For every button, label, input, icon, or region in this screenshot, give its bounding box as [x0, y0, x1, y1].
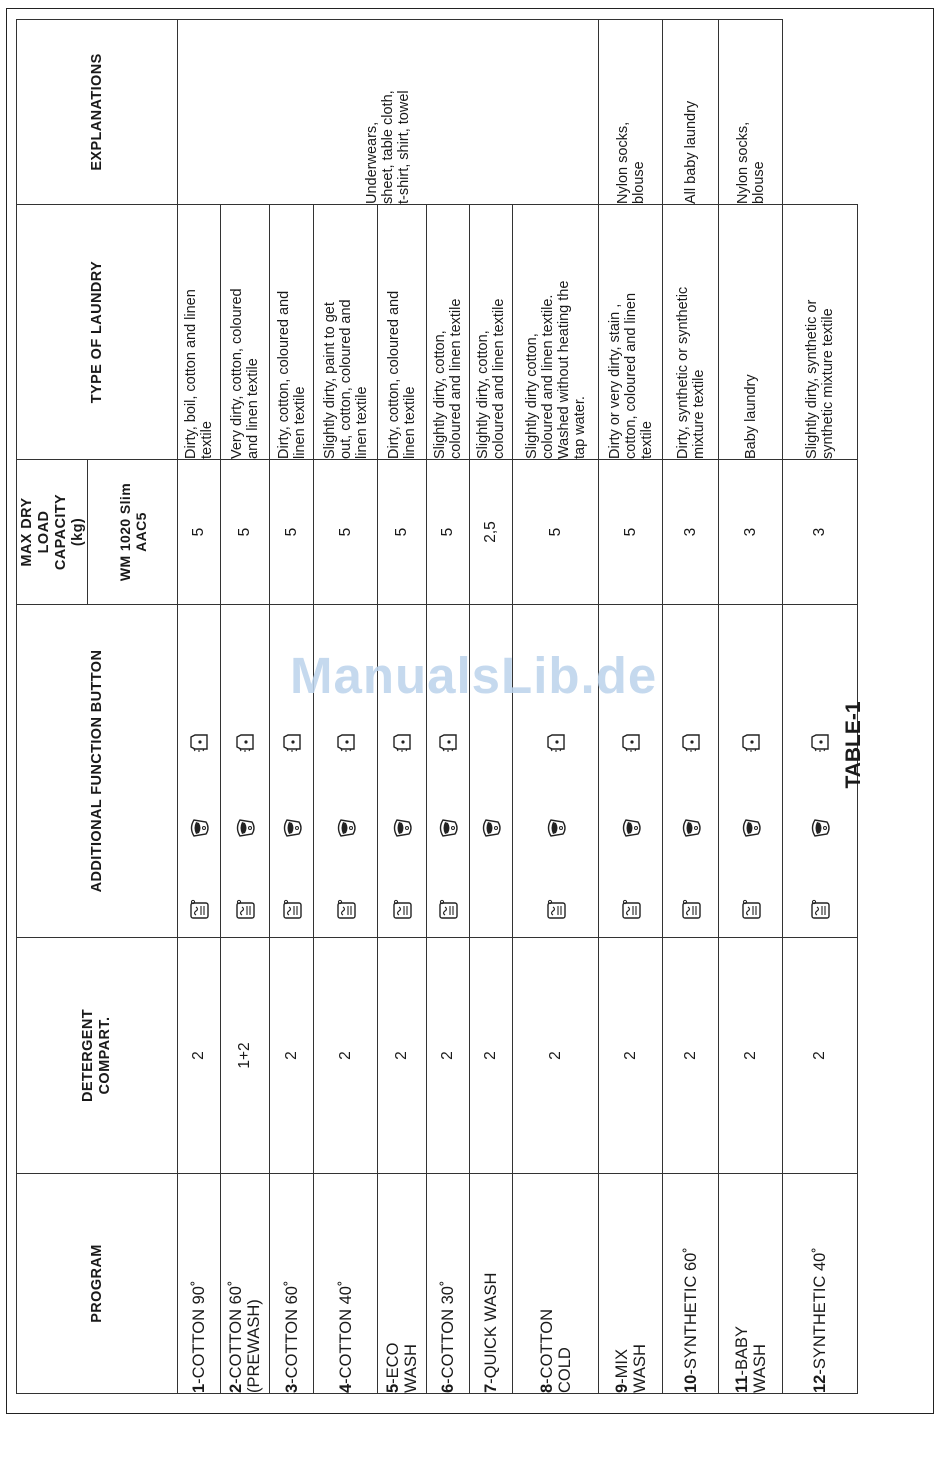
capacity-cell: 5 — [513, 460, 599, 605]
detergent-compartment-cell: 2 — [178, 938, 221, 1174]
detergent-compartment-cell: 2 — [378, 938, 427, 1174]
detergent-compartment-cell: 2 — [270, 938, 314, 1174]
program-number: 9 — [612, 1383, 631, 1393]
laundry-type-cell — [599, 205, 663, 460]
program-name-cell — [470, 1174, 513, 1394]
laundry-type-line: coloured and linen textile. — [539, 294, 556, 459]
table-row — [513, 20, 599, 1394]
program-number: 1 — [190, 1383, 208, 1393]
program-name-cell — [378, 1174, 427, 1394]
laundry-type-line: Very dirty, cotton, coloured — [229, 288, 245, 459]
prewash-icon — [280, 898, 304, 922]
program-name-line: WASH — [750, 1344, 769, 1393]
half-load-icon — [619, 730, 643, 754]
program-name-line: -COTTON 40˚ — [336, 1280, 355, 1384]
detergent-compartment-cell: 2 — [783, 938, 858, 1174]
table-row — [470, 20, 513, 1394]
table-body — [178, 20, 858, 1394]
laundry-type-line: Slightly dirty, paint to get — [321, 302, 338, 459]
program-name-cell — [783, 1174, 858, 1394]
laundry-type-line: Slightly dirty, synthetic or — [804, 299, 820, 459]
explanation-line: blouse — [750, 161, 767, 204]
header-capacity-model-line2: AAC5 — [132, 512, 149, 552]
program-name-cell — [663, 1174, 719, 1394]
laundry-type-line: synthetic mixture textile — [820, 308, 836, 459]
capacity-cell: 5 — [378, 460, 427, 605]
program-number: 6 — [439, 1383, 457, 1393]
program-name-line: (PREWASH) — [245, 1299, 263, 1393]
laundry-type-line: textile — [199, 421, 215, 459]
laundry-type-cell — [314, 205, 378, 460]
extra-rinse-icon — [619, 816, 643, 840]
prewash-icon — [619, 898, 643, 922]
explanation-line: t-shirt, shirt, towel — [396, 90, 412, 204]
extra-rinse-icon — [187, 816, 211, 840]
header-capacity-model-line1: WM 1020 Slim — [116, 482, 133, 582]
header-explanations: EXPLANATIONS — [17, 20, 178, 205]
capacity-cell: 5 — [221, 460, 270, 605]
program-name-line: -COTTON 90˚ — [190, 1280, 208, 1384]
laundry-type-line: Baby laundry — [742, 374, 759, 459]
laundry-type-line: coloured and linen textile — [491, 298, 507, 459]
capacity-cell: 5 — [270, 460, 314, 605]
laundry-type-line: cotton, coloured and linen — [622, 292, 639, 459]
extra-rinse-icon — [280, 816, 304, 840]
capacity-cell: 5 — [178, 460, 221, 605]
table-row — [719, 20, 783, 1394]
program-name-line: -SYNTHETIC 40˚ — [811, 1247, 829, 1375]
extra-rinse-icon — [334, 816, 358, 840]
explanation-line: Underwears, — [364, 121, 380, 204]
explanation-cell — [663, 20, 719, 205]
laundry-type-line: textile — [638, 421, 655, 459]
program-name-cell — [178, 1174, 221, 1394]
laundry-type-line: Dirty or very dirty, stain , — [606, 303, 623, 459]
table-row — [270, 20, 314, 1394]
explanation-cell — [599, 20, 663, 205]
prewash-icon — [679, 898, 703, 922]
laundry-type-line: coloured and linen textile — [448, 298, 464, 459]
laundry-type-line: tap water. — [571, 396, 588, 459]
header-capacity-line: MAX DRY — [19, 497, 35, 567]
laundry-type-cell — [663, 205, 719, 460]
laundry-type-line: Dirty, cotton, coloured and — [386, 290, 402, 459]
half-load-icon — [808, 730, 832, 754]
detergent-compartment-cell: 2 — [719, 938, 783, 1174]
laundry-type-line: mixture textile — [690, 369, 707, 459]
program-name-line: -MIX — [612, 1348, 631, 1384]
table-caption-text: TABLE-1 — [842, 701, 865, 789]
header-type-of-laundry: TYPE OF LAUNDRY — [17, 205, 178, 460]
explanation-line: sheet, table cloth, — [380, 90, 396, 204]
detergent-compartment-cell: 2 — [513, 938, 599, 1174]
laundry-type-line: linen textile — [291, 386, 308, 459]
header-capacity-line: (kg) — [70, 517, 86, 547]
laundry-type-line: Dirty, synthetic or synthetic — [674, 286, 691, 459]
laundry-type-cell — [221, 205, 270, 460]
program-number: 5 — [384, 1383, 402, 1393]
half-load-icon — [679, 730, 703, 754]
explanation-line: All baby laundry — [682, 100, 699, 204]
laundry-type-line: and linen textile — [245, 358, 261, 459]
laundry-type-cell — [378, 205, 427, 460]
program-number: 11 — [732, 1375, 751, 1393]
half-load-icon — [390, 730, 414, 754]
program-number: 7 — [482, 1383, 500, 1393]
program-name-line: -BABY — [732, 1326, 751, 1376]
rotated-table-container — [16, 20, 836, 1394]
additional-function-cell — [178, 605, 221, 938]
table-row — [599, 20, 663, 1394]
additional-function-cell — [663, 605, 719, 938]
capacity-cell: 5 — [314, 460, 378, 605]
extra-rinse-icon — [479, 816, 503, 840]
program-table — [16, 19, 858, 1394]
table-row — [178, 20, 221, 1394]
laundry-type-line: Slightly dirty, cotton, — [432, 330, 448, 459]
capacity-cell: 2,5 — [470, 460, 513, 605]
table-row — [314, 20, 378, 1394]
extra-rinse-icon — [544, 816, 568, 840]
laundry-type-line: Slightly dirty, cotton, — [475, 330, 491, 459]
laundry-type-line: Washed without heating the — [555, 280, 572, 459]
extra-rinse-icon — [808, 816, 832, 840]
prewash-icon — [436, 898, 460, 922]
program-name-cell — [719, 1174, 783, 1394]
prewash-icon — [739, 898, 763, 922]
laundry-type-cell — [178, 205, 221, 460]
table-row — [663, 20, 719, 1394]
program-name-line: WASH — [402, 1344, 420, 1393]
detergent-compartment-cell: 2 — [314, 938, 378, 1174]
laundry-type-cell — [470, 205, 513, 460]
program-name-line: -QUICK WASH — [482, 1272, 500, 1384]
half-load-icon — [187, 730, 211, 754]
program-number: 3 — [282, 1383, 301, 1393]
half-load-icon — [544, 730, 568, 754]
program-name-cell — [270, 1174, 314, 1394]
header-detergent-line1: DETERGENT — [80, 1008, 96, 1103]
extra-rinse-icon — [233, 816, 257, 840]
laundry-type-line: out, cotton, coloured and — [337, 299, 354, 459]
prewash-icon — [334, 898, 358, 922]
detergent-compartment-cell: 2 — [599, 938, 663, 1174]
capacity-cell: 5 — [427, 460, 470, 605]
prewash-icon — [233, 898, 257, 922]
program-name-line: -COTTON — [537, 1308, 556, 1384]
header-detergent — [17, 938, 178, 1174]
program-number: 10 — [681, 1374, 700, 1393]
program-name-line: -COTTON 60˚ — [282, 1280, 301, 1384]
program-name-line: -SYNTHETIC 60˚ — [681, 1247, 700, 1375]
capacity-cell: 3 — [719, 460, 783, 605]
program-name-cell — [427, 1174, 470, 1394]
program-name-line: WASH — [630, 1344, 649, 1393]
laundry-type-line: linen textile — [353, 386, 370, 459]
prewash-icon — [390, 898, 414, 922]
table-row — [427, 20, 470, 1394]
half-load-icon — [334, 730, 358, 754]
explanation-line: blouse — [630, 161, 647, 204]
additional-function-cell — [221, 605, 270, 938]
detergent-compartment-cell: 2 — [427, 938, 470, 1174]
laundry-type-cell — [427, 205, 470, 460]
program-name-cell — [599, 1174, 663, 1394]
explanation-line: Nylon socks, — [614, 121, 631, 204]
laundry-type-line: Dirty, cotton, coloured and — [275, 290, 292, 459]
header-capacity — [17, 460, 88, 605]
half-load-icon — [436, 730, 460, 754]
header-additional-function: ADDITIONAL FUNCTION BUTTON — [17, 605, 178, 938]
laundry-type-cell — [513, 205, 599, 460]
program-number: 8 — [537, 1383, 556, 1393]
extra-rinse-icon — [390, 816, 414, 840]
laundry-type-line: Dirty, boil, cotton and linen — [183, 289, 199, 459]
capacity-cell: 5 — [599, 460, 663, 605]
laundry-type-line: Slightly dirty cotton, — [523, 333, 540, 459]
extra-rinse-icon — [436, 816, 460, 840]
explanation-line: Nylon socks, — [734, 121, 751, 204]
prewash-icon — [808, 898, 832, 922]
header-capacity-model — [88, 460, 178, 605]
additional-function-cell — [719, 605, 783, 938]
program-name-line: -ECO — [384, 1342, 402, 1384]
half-load-icon — [739, 730, 763, 754]
table-row — [378, 20, 427, 1394]
program-name-cell — [221, 1174, 270, 1394]
laundry-type-cell — [270, 205, 314, 460]
half-load-icon — [280, 730, 304, 754]
capacity-cell: 3 — [663, 460, 719, 605]
program-name-line: -COTTON 30˚ — [439, 1280, 457, 1384]
program-name-cell — [513, 1174, 599, 1394]
extra-rinse-icon — [679, 816, 703, 840]
program-number: 4 — [336, 1383, 355, 1393]
extra-rinse-icon — [739, 816, 763, 840]
explanation-cell — [178, 20, 599, 205]
laundry-type-cell — [783, 205, 858, 460]
program-name-cell — [314, 1174, 378, 1394]
header-capacity-line: CAPACITY — [53, 493, 69, 571]
half-load-icon — [233, 730, 257, 754]
capacity-cell: 3 — [783, 460, 858, 605]
program-number: 12 — [811, 1374, 829, 1393]
detergent-compartment-cell: 2 — [663, 938, 719, 1174]
explanation-cell — [719, 20, 783, 205]
laundry-type-cell — [719, 205, 783, 460]
header-capacity-line: LOAD — [36, 510, 52, 554]
detergent-compartment-cell: 1+2 — [221, 938, 270, 1174]
table-row — [221, 20, 270, 1394]
table-caption — [834, 700, 874, 790]
prewash-icon — [544, 898, 568, 922]
detergent-compartment-cell: 2 — [470, 938, 513, 1174]
prewash-icon — [187, 898, 211, 922]
watermark: ManualsLib.de — [290, 647, 658, 704]
header-program: PROGRAM — [17, 1174, 178, 1394]
program-name-line: -COTTON 60˚ — [227, 1280, 245, 1384]
laundry-type-line: linen textile — [402, 386, 418, 459]
program-number: 2 — [227, 1383, 245, 1393]
header-detergent-line2: COMPART. — [97, 1016, 113, 1095]
program-name-line: COLD — [555, 1347, 574, 1393]
